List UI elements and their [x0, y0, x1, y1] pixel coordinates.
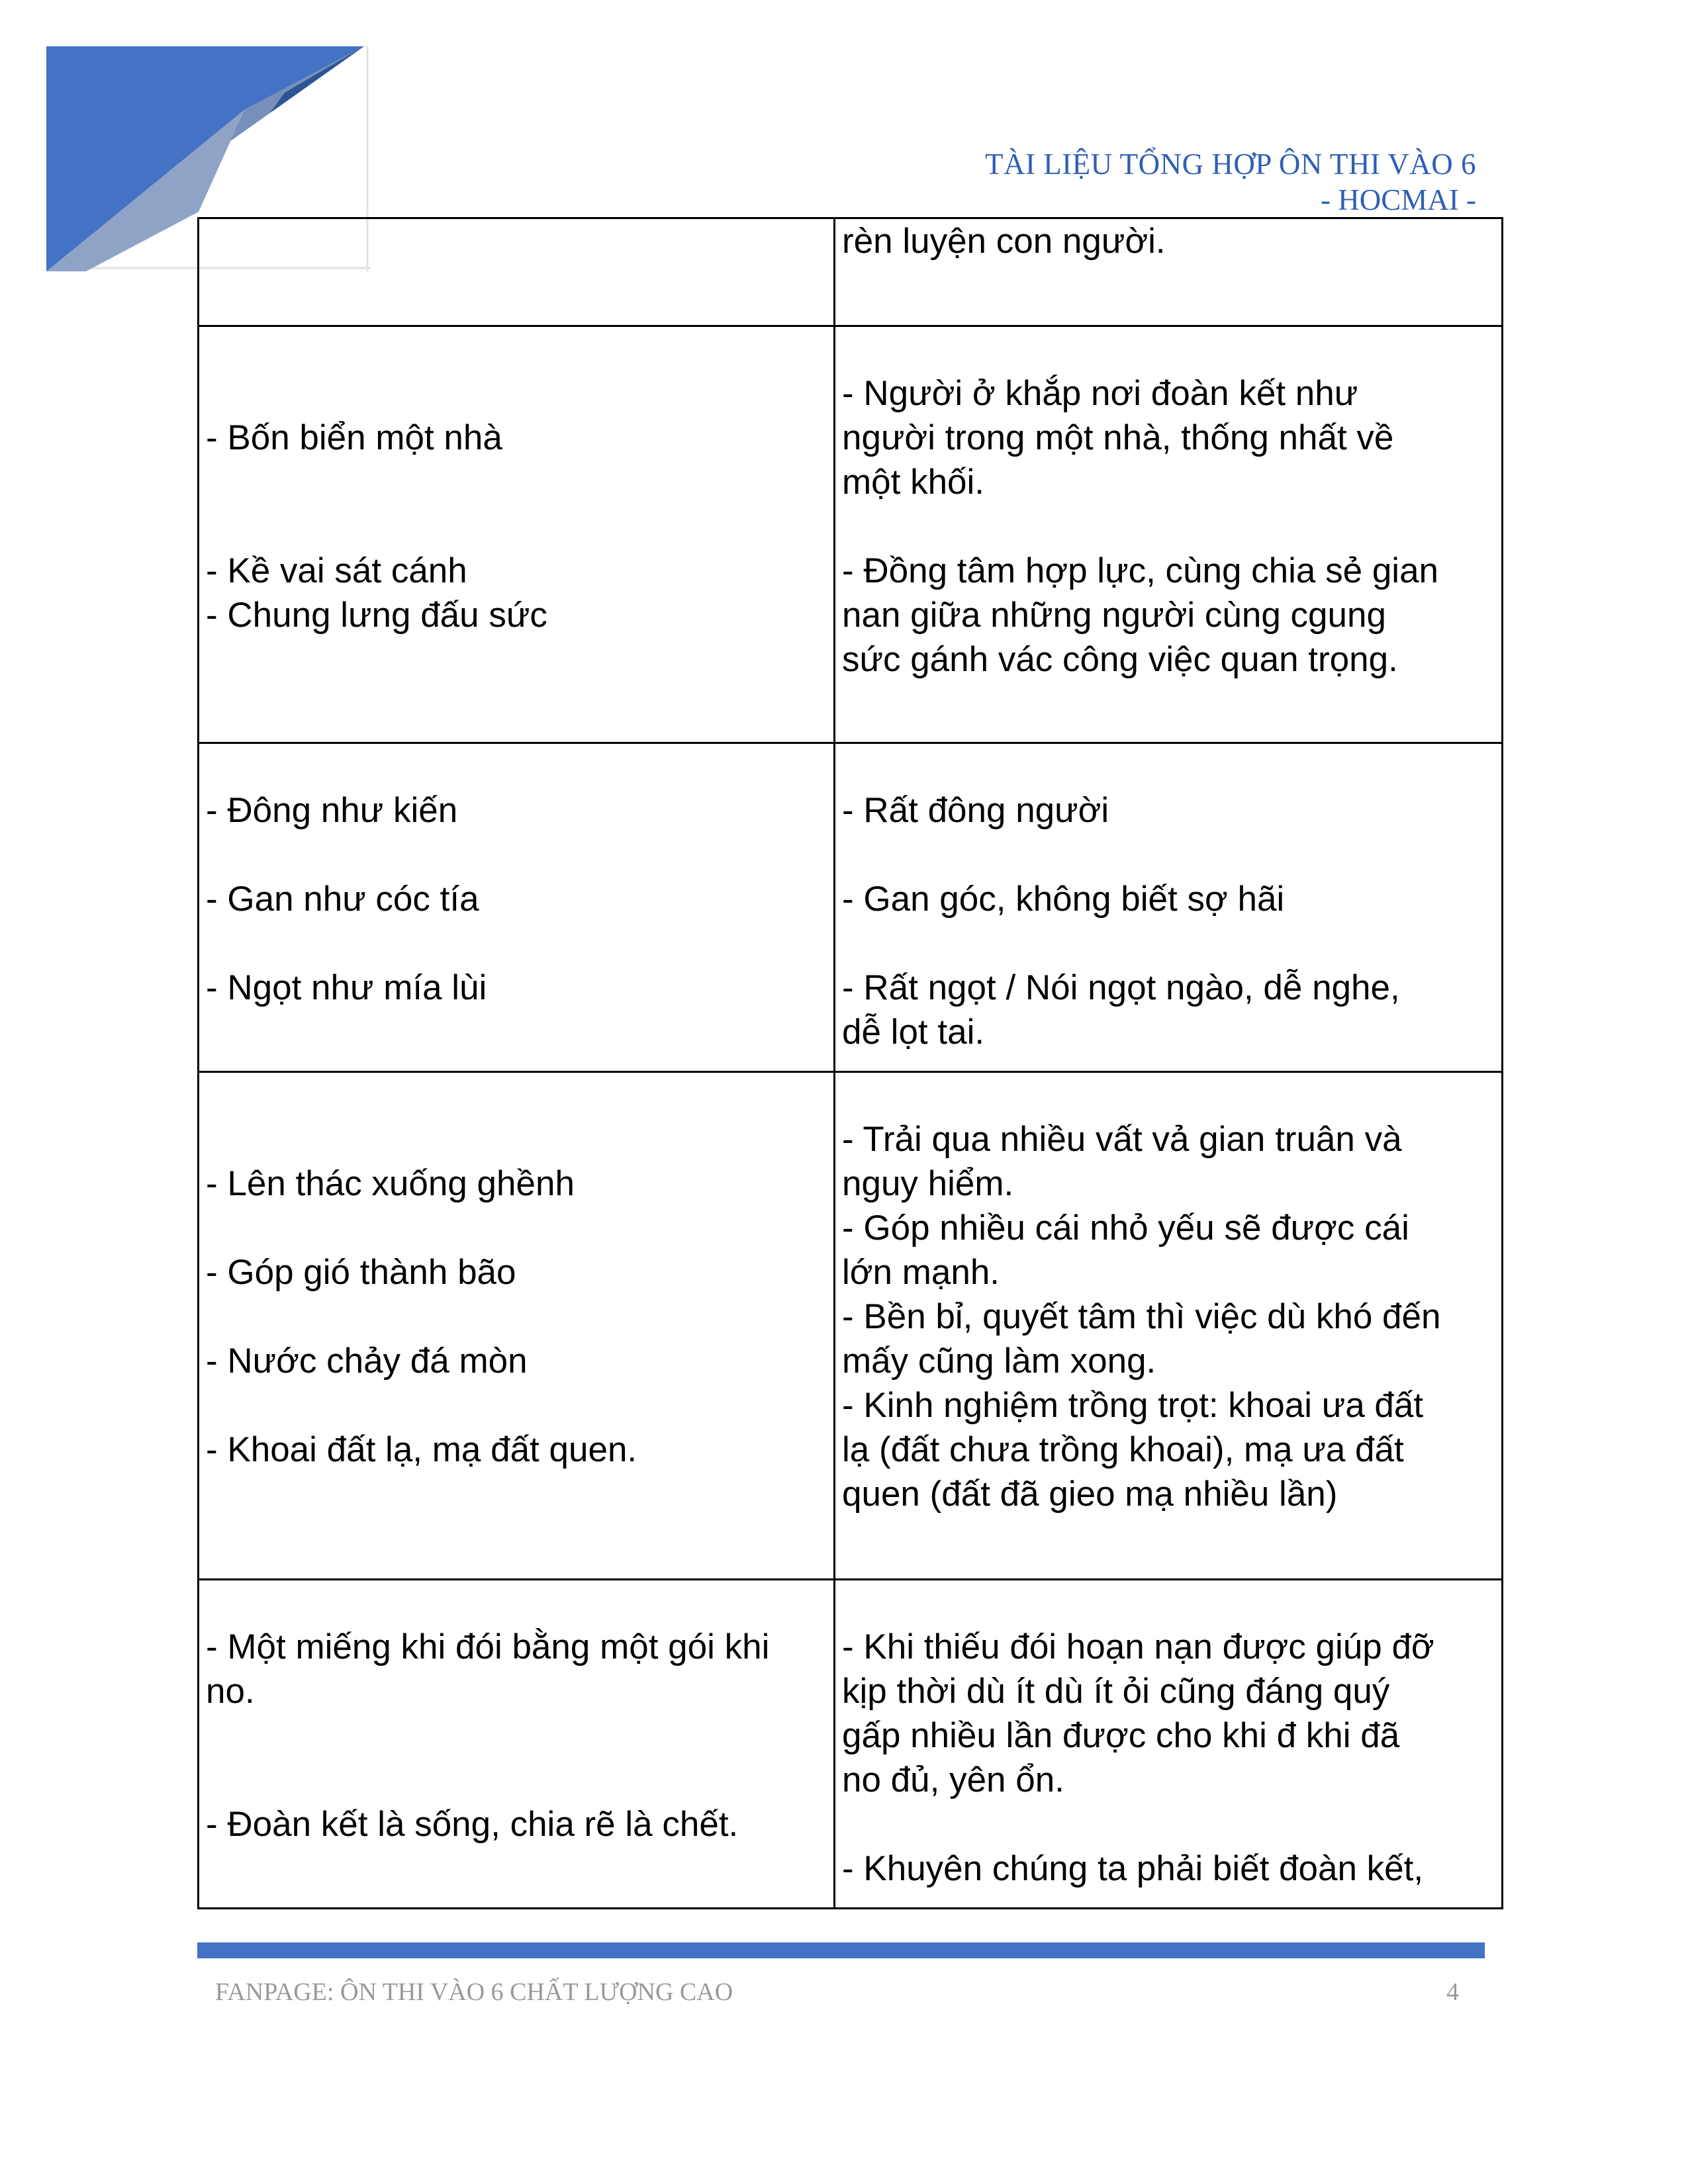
cell-line: một khối. — [842, 463, 985, 502]
cell-line — [206, 1580, 827, 1625]
cell-line: - Rất đông người — [842, 791, 1109, 830]
idiom-cell — [199, 743, 835, 1072]
cell-line — [842, 833, 1495, 877]
cell-line: - Bốn biển một nhà — [206, 418, 502, 457]
cell-line: no. — [206, 1672, 255, 1711]
cell-line — [842, 1580, 1495, 1625]
idiom-table — [197, 217, 1503, 1909]
cell-line — [206, 327, 827, 371]
cell-line — [842, 327, 1495, 371]
cell-line — [842, 921, 1495, 966]
cell-line: - Rất ngọt / Nói ngọt ngào, dễ nghe, — [842, 968, 1400, 1007]
cell-line: sức gánh vác công việc quan trọng. — [842, 640, 1398, 679]
cell-line: - Nước chảy đá mòn — [206, 1342, 528, 1381]
cell-line: - Khuyên chúng ta phải biết đoàn kết, — [842, 1849, 1424, 1888]
cell-line: - Gan góc, không biết sợ hãi — [842, 880, 1285, 919]
cell-line — [206, 460, 827, 504]
idiom-cell — [199, 218, 835, 326]
cell-line — [842, 504, 1495, 549]
header-subtitle: - HOCMAI - — [1321, 183, 1476, 216]
footer-bar — [197, 1942, 1485, 1958]
cell-line: - Trải qua nhiều vất vả gian truân và — [842, 1120, 1402, 1159]
meaning-cell — [835, 1072, 1503, 1580]
cell-line: no đủ, yên ổn. — [842, 1760, 1064, 1799]
cell-line — [206, 744, 827, 788]
cell-line: - Góp gió thành bão — [206, 1253, 516, 1292]
meaning-cell — [835, 218, 1503, 326]
cell-line — [206, 1117, 827, 1161]
cell-line — [206, 1383, 827, 1428]
cell-line: - Một miếng khi đói bằng một gói khi — [206, 1627, 770, 1666]
table-row — [199, 218, 1503, 326]
footer-text: FANPAGE: ÔN THI VÀO 6 CHẤT LƯỢNG CAO — [215, 1978, 733, 2006]
table-row — [199, 1580, 1503, 1909]
idiom-cell — [199, 326, 835, 743]
table-row — [199, 1072, 1503, 1580]
cell-line: - Đông như kiến — [206, 791, 458, 830]
cell-line: quen (đất đã gieo mạ nhiều lần) — [842, 1475, 1338, 1514]
cell-line: dễ lọt tai. — [842, 1013, 985, 1052]
cell-line — [206, 1073, 827, 1117]
meaning-cell — [835, 743, 1503, 1072]
cell-line: - Khoai đất lạ, mạ đất quen. — [206, 1430, 637, 1469]
cell-line: - Đoàn kết là sống, chia rẽ là chết. — [206, 1805, 739, 1844]
cell-line: gấp nhiều lần được cho khi đ khi đã — [842, 1716, 1400, 1755]
cell-line: - Bền bỉ, quyết tâm thì việc dù khó đến — [842, 1297, 1441, 1336]
cell-line: - Khi thiếu đói hoạn nạn được giúp đỡ — [842, 1627, 1434, 1666]
cell-line: mấy cũng làm xong. — [842, 1342, 1156, 1381]
cell-line: nguy hiểm. — [842, 1164, 1014, 1203]
cell-line: - Gan như cóc tía — [206, 880, 479, 919]
cell-line: rèn luyện con người. — [842, 222, 1166, 261]
cell-line: - Ngọt như mía lùi — [206, 968, 487, 1007]
cell-line: lạ (đất chưa trồng khoai), mạ ưa đất — [842, 1430, 1404, 1469]
cell-line — [842, 744, 1495, 788]
cell-line — [206, 1758, 827, 1802]
cell-line: nan giữa những người cùng cgung — [842, 596, 1386, 635]
page-number: 4 — [1446, 1978, 1459, 2006]
cell-line: - Người ở khắp nơi đoàn kết như — [842, 374, 1358, 413]
cell-line — [206, 833, 827, 877]
idiom-cell — [199, 1072, 835, 1580]
table-row — [199, 743, 1503, 1072]
cell-line — [842, 1802, 1495, 1846]
header-title: TÀI LIỆU TỔNG HỢP ÔN THI VÀO 6 — [984, 148, 1476, 181]
cell-line: - Đồng tâm hợp lực, cùng chia sẻ gian — [842, 551, 1439, 590]
cell-line — [206, 504, 827, 549]
cell-line — [206, 921, 827, 966]
cell-line: người trong một nhà, thống nhất về — [842, 418, 1394, 457]
cell-line — [206, 371, 827, 416]
cell-line: kịp thời dù ít dù ít ỏi cũng đáng quý — [842, 1672, 1390, 1711]
meaning-cell — [835, 1580, 1503, 1909]
cell-line: - Kề vai sát cánh — [206, 551, 467, 590]
cell-line: - Góp nhiều cái nhỏ yếu sẽ được cái — [842, 1208, 1409, 1248]
table-row — [199, 326, 1503, 743]
cell-line — [206, 1713, 827, 1758]
idiom-cell — [199, 1580, 835, 1909]
meaning-cell — [835, 326, 1503, 743]
cell-line: lớn mạnh. — [842, 1253, 1000, 1292]
cell-line: - Kinh nghiệm trồng trọt: khoai ưa đất — [842, 1386, 1424, 1425]
cell-line: - Chung lưng đấu sức — [206, 596, 547, 635]
cell-line — [206, 1206, 827, 1250]
cell-line — [206, 1295, 827, 1339]
cell-line — [842, 1073, 1495, 1117]
cell-line: - Lên thác xuống ghềnh — [206, 1164, 575, 1203]
